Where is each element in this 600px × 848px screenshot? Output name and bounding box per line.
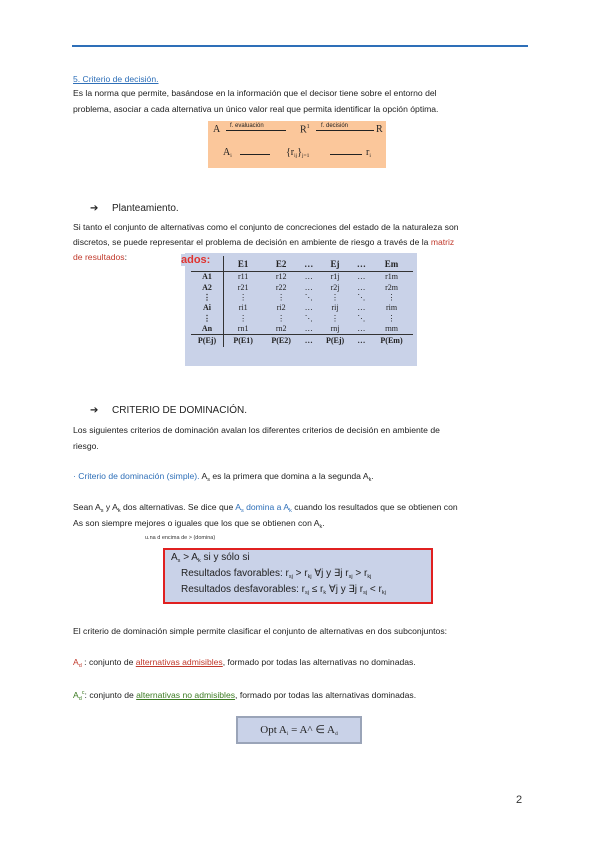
arrow-right-icon: ➔ bbox=[90, 203, 99, 214]
map-arrow-1 bbox=[226, 130, 286, 131]
matrix-cell: … bbox=[304, 324, 313, 334]
clasif-text: El criterio de dominación simple permite clasificar el conjunto de alternativas en dos subconjuntos: bbox=[73, 626, 448, 636]
def-line-3: Resultados desfavorables: $r_{sj} \le r_k$ ∀j y ∃j $r_{sj} < r_{kj}$ bbox=[181, 584, 386, 596]
matrix-cell: r11 bbox=[237, 272, 249, 282]
matrix-cell: Ai bbox=[191, 303, 224, 313]
map-arrow-4 bbox=[330, 154, 362, 155]
matrix-cell: rnj bbox=[330, 324, 340, 334]
matrix-cell: r1m bbox=[385, 272, 398, 282]
matrix-cell: … bbox=[353, 335, 370, 348]
planteamiento-line-1: Si tanto el conjunto de alternativas como el conjunto de concreciones del estado de la naturaleza son bbox=[73, 222, 459, 232]
map-arrow-3 bbox=[240, 154, 270, 155]
matrix-cell: A2 bbox=[191, 282, 224, 292]
matrix-cell: An bbox=[191, 324, 224, 335]
header-rule bbox=[72, 45, 528, 47]
matrix-cell: r2m bbox=[385, 282, 398, 292]
matrix-cell: r12 bbox=[275, 272, 287, 282]
matrix-cell: r2j bbox=[330, 282, 340, 292]
matrix-cell: … bbox=[357, 282, 366, 292]
dominacion-line-2: riesgo. bbox=[73, 441, 99, 451]
sean-line-2: As son siempre mejores o iguales que los que se obtienen con $A_k$. bbox=[73, 518, 325, 530]
matrix-cell: ⋱ bbox=[357, 292, 366, 302]
matrix-cell: ⋮ bbox=[387, 292, 396, 302]
matrix-corner bbox=[191, 256, 224, 272]
matrix-row bbox=[191, 272, 413, 283]
matrix-row bbox=[191, 282, 413, 292]
intro-line-2: problema, asociar a cada alternativa un único valor real que permita identificar la opción óptima. bbox=[73, 104, 439, 114]
map-R: R bbox=[376, 124, 383, 135]
matrix-header: Ej bbox=[317, 256, 352, 272]
matrix-cell: … bbox=[304, 272, 313, 282]
matrix-cell: … bbox=[304, 303, 313, 313]
matrix-cell: … bbox=[357, 324, 366, 334]
planteamiento-line-3: de resultados: bbox=[73, 252, 127, 262]
matrix-cell: P(Ej) bbox=[191, 335, 224, 348]
matrix-row bbox=[191, 303, 413, 313]
map-f-dec: f. decisión bbox=[321, 123, 349, 129]
matrix-cell: rn1 bbox=[237, 324, 249, 334]
matrix-cell: r22 bbox=[275, 282, 287, 292]
map-rij: $\{r_{ij}\}_{j=1}$ bbox=[286, 147, 310, 159]
matrix-cell: ⋮ bbox=[331, 292, 340, 302]
matrix-cell: rij bbox=[331, 303, 339, 313]
matrix-cell: ⋱ bbox=[304, 292, 313, 302]
matrix-row bbox=[191, 314, 413, 324]
matrix-cell: r21 bbox=[237, 282, 249, 292]
matrix-cell: ri1 bbox=[238, 303, 248, 313]
admisibles-line: $A_d$ : conjunto de alternativas admisibles, formado por todas las alternativas no dominadas. bbox=[73, 657, 416, 669]
matrix-cell: ⋮ bbox=[239, 313, 248, 323]
map-A: A bbox=[213, 124, 221, 135]
matrix-cell: ⋱ bbox=[357, 313, 366, 323]
map-arrow-2 bbox=[316, 130, 374, 131]
matrix-title-fragment: ados: bbox=[181, 254, 211, 266]
results-matrix bbox=[181, 253, 417, 366]
dominacion-heading: ➔ CRITERIO DE DOMINACIÓN. bbox=[90, 405, 248, 416]
matrix-cell: … bbox=[300, 335, 317, 348]
matrix-row bbox=[191, 324, 413, 335]
matrix-header: Em bbox=[370, 256, 413, 272]
sean-line-1: Sean $A_s$ y $A_k$ dos alternativas. Se dice que $A_s$ domina a $A_k$ cuando los resultados que se obtienen con bbox=[73, 502, 458, 514]
matrix-cell: ⋮ bbox=[331, 313, 340, 323]
intro-line-1: Es la norma que permite, basándose en la información que el decisor tiene sobre el entorno del bbox=[73, 88, 437, 98]
matrix-header: E2 bbox=[262, 256, 300, 272]
planteamiento-line-2: discretos, se puede representar el problema de decisión en ambiente de riesgo a través de la matriz bbox=[73, 237, 455, 247]
matrix-table bbox=[191, 256, 413, 347]
arrow-right-icon: ➔ bbox=[90, 405, 99, 416]
domination-definition-box bbox=[163, 548, 433, 604]
matrix-row bbox=[191, 293, 413, 303]
map-ri: $r_i$ bbox=[366, 147, 371, 159]
matrix-cell: ⋮ bbox=[239, 292, 248, 302]
planteamiento-heading: ➔ Planteamiento. bbox=[90, 203, 179, 214]
matrix-cell: … bbox=[357, 272, 366, 282]
optimum-box: Opt $A_i$ = A^ ∈ $A_d$ bbox=[236, 716, 362, 744]
def-line-1: $A_s > A_k$ si y sólo si bbox=[171, 552, 250, 564]
matrix-header: … bbox=[300, 256, 317, 272]
no-admisibles-line: $A_d^c$: conjunto de alternativas no admisibles, formado por todas las alternativas dominadas. bbox=[73, 689, 417, 702]
domina-note: u.na d encima de > (domina) bbox=[145, 535, 216, 541]
matrix-cell: A1 bbox=[191, 272, 224, 283]
matrix-cell: r1j bbox=[330, 272, 340, 282]
matrix-cell: ⋮ bbox=[191, 293, 224, 303]
matrix-cell: ⋮ bbox=[191, 314, 224, 324]
matrix-cell: rnm bbox=[385, 324, 398, 334]
matrix-cell: P(Ej) bbox=[317, 335, 352, 348]
map-R1: $R^1$ bbox=[300, 124, 310, 136]
matrix-header: E1 bbox=[224, 256, 263, 272]
map-f-eval: f. evaluación bbox=[230, 123, 264, 129]
matrix-cell: … bbox=[357, 303, 366, 313]
matrix-cell: P(Em) bbox=[370, 335, 413, 348]
def-line-2: Resultados favorables: $r_{sj} > r_{kj}$ ∀j y ∃j $r_{sj} > r_{kj}$ bbox=[181, 568, 372, 580]
matrix-cell: rim bbox=[385, 303, 398, 313]
page-number: 2 bbox=[516, 794, 523, 806]
matrix-cell: ⋮ bbox=[277, 292, 286, 302]
matrix-footer-row bbox=[191, 335, 413, 348]
matrix-cell: ri2 bbox=[276, 303, 286, 313]
matrix-cell: P(E2) bbox=[262, 335, 300, 348]
matrix-cell: ⋮ bbox=[387, 313, 396, 323]
matrix-cell: … bbox=[304, 282, 313, 292]
decision-mapping-box bbox=[208, 121, 386, 168]
dominacion-simple: · Criterio de dominación (simple). $A_s$ es la primera que domina a la segunda $A_k$. bbox=[73, 471, 374, 483]
matrix-cell: P(E1) bbox=[224, 335, 263, 348]
map-Ai: $A_i$ bbox=[223, 147, 232, 159]
matrix-cell: rn2 bbox=[275, 324, 287, 334]
matrix-cell: ⋮ bbox=[277, 313, 286, 323]
section-title: 5. Criterio de decisión. bbox=[73, 74, 159, 84]
matrix-cell: ⋱ bbox=[304, 313, 313, 323]
matrix-header: … bbox=[353, 256, 370, 272]
dominacion-line-1: Los siguientes criterios de dominación avalan los diferentes criterios de decisión en ambiente de bbox=[73, 425, 440, 435]
